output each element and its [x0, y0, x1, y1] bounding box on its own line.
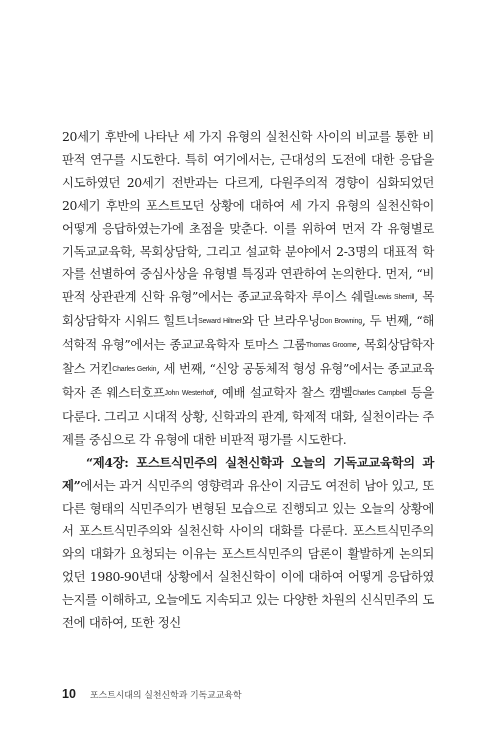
english-name-annotation: Charles Campbell	[352, 389, 407, 397]
text-run: 등을 다룬다. 그리고 시대적 상황, 신학과의 관계, 학제적 대화, 실천이라는 주제를 중심으로 각 유형에 대한 비판적 평가를 시도한다.	[62, 384, 435, 447]
running-title: 포스트시대의 실천신학과 기독교교육학	[89, 691, 242, 701]
english-name-annotation: Don Browning	[319, 318, 362, 326]
page-number: 10	[62, 687, 76, 701]
text-run: 에서는 과거 식민주의 영향력과 유산이 지금도 여전히 남아 있고, 또 다른 형태의 식민주의가 변형된 모습으로 진행되고 있는 오늘의 상황에서 포스트식민주의와 실천신학 사이의 대화를 다룬다. 포스트식민주의와의 대화가 요청되는 이유는 포스트식민주의 담론이 활발하게 논의되었던 1980-90년대 상황에서 실천신학이 이에 대하여 어떻게 응답하였는지를 이해하고, 오늘에도 지속되고 있는 다양한 차원의 신식민주의 도전에 대하여, 또한 정신	[62, 477, 434, 631]
text-run: 와 단 브라우닝	[241, 313, 320, 329]
english-name-annotation: Lewis Sherrill	[374, 294, 415, 302]
chapter-4-title: “제4장: 포스트식민주의 실천신학과 오늘의 기독교교육학의 과제”	[62, 454, 434, 493]
text-run: , 목회상담학자 찰스 거킨	[62, 337, 435, 377]
text-run: 20세기 후반에 나타난 세 가지 유형의 실천신학 사이의 비교를 통한 비판적 연구를 시도한다. 특히 여기에서는, 근대성의 도전에 대한 응답을 시도하였던 20세기 전반과는 다르게, 다원주의적 경향이 심화되었던 20세기 후반의 포스트모던 상황에 대하여 세 가지 유형의 실천신학이 어떻게 응답하였는가에 초점을 맞춘다. 이를 위하여 먼저 각 유형별로 기독교교육학, 목회상담학, 그리고 설교학 분야에서 2-3명의 대표적 학자를 선별하여 중심사상을 유형별 특징과 연관하여 논의한다. 먼저, “비판적 상관관계 신학 유형”에서는 종교교육학자 루이스 쉐릴	[62, 129, 434, 305]
text-run: , 목회상담학자 시워드 힐트너	[62, 289, 434, 329]
paragraph-1	[62, 126, 434, 452]
english-name-annotation: Charles Gerkin	[112, 366, 157, 374]
text-run: , 두 번째, “해석학적 유형”에서는 종교교육학자 토마스 그룸	[62, 313, 434, 353]
paragraph-2	[62, 452, 434, 635]
text-run: , 예배 설교학자 찰스 캠벨	[213, 384, 353, 400]
body-text	[62, 126, 434, 635]
english-name-annotation: Thomas Groome	[305, 342, 357, 350]
text-run: , 세 번째, “신앙 공동체적 형성 유형”에서는 종교교육학자 존 웨스터호프	[62, 361, 435, 400]
page-footer	[62, 687, 242, 703]
english-name-annotation: Seward Hiltner	[198, 318, 242, 326]
english-name-annotation: John Westerhoff	[164, 389, 214, 397]
